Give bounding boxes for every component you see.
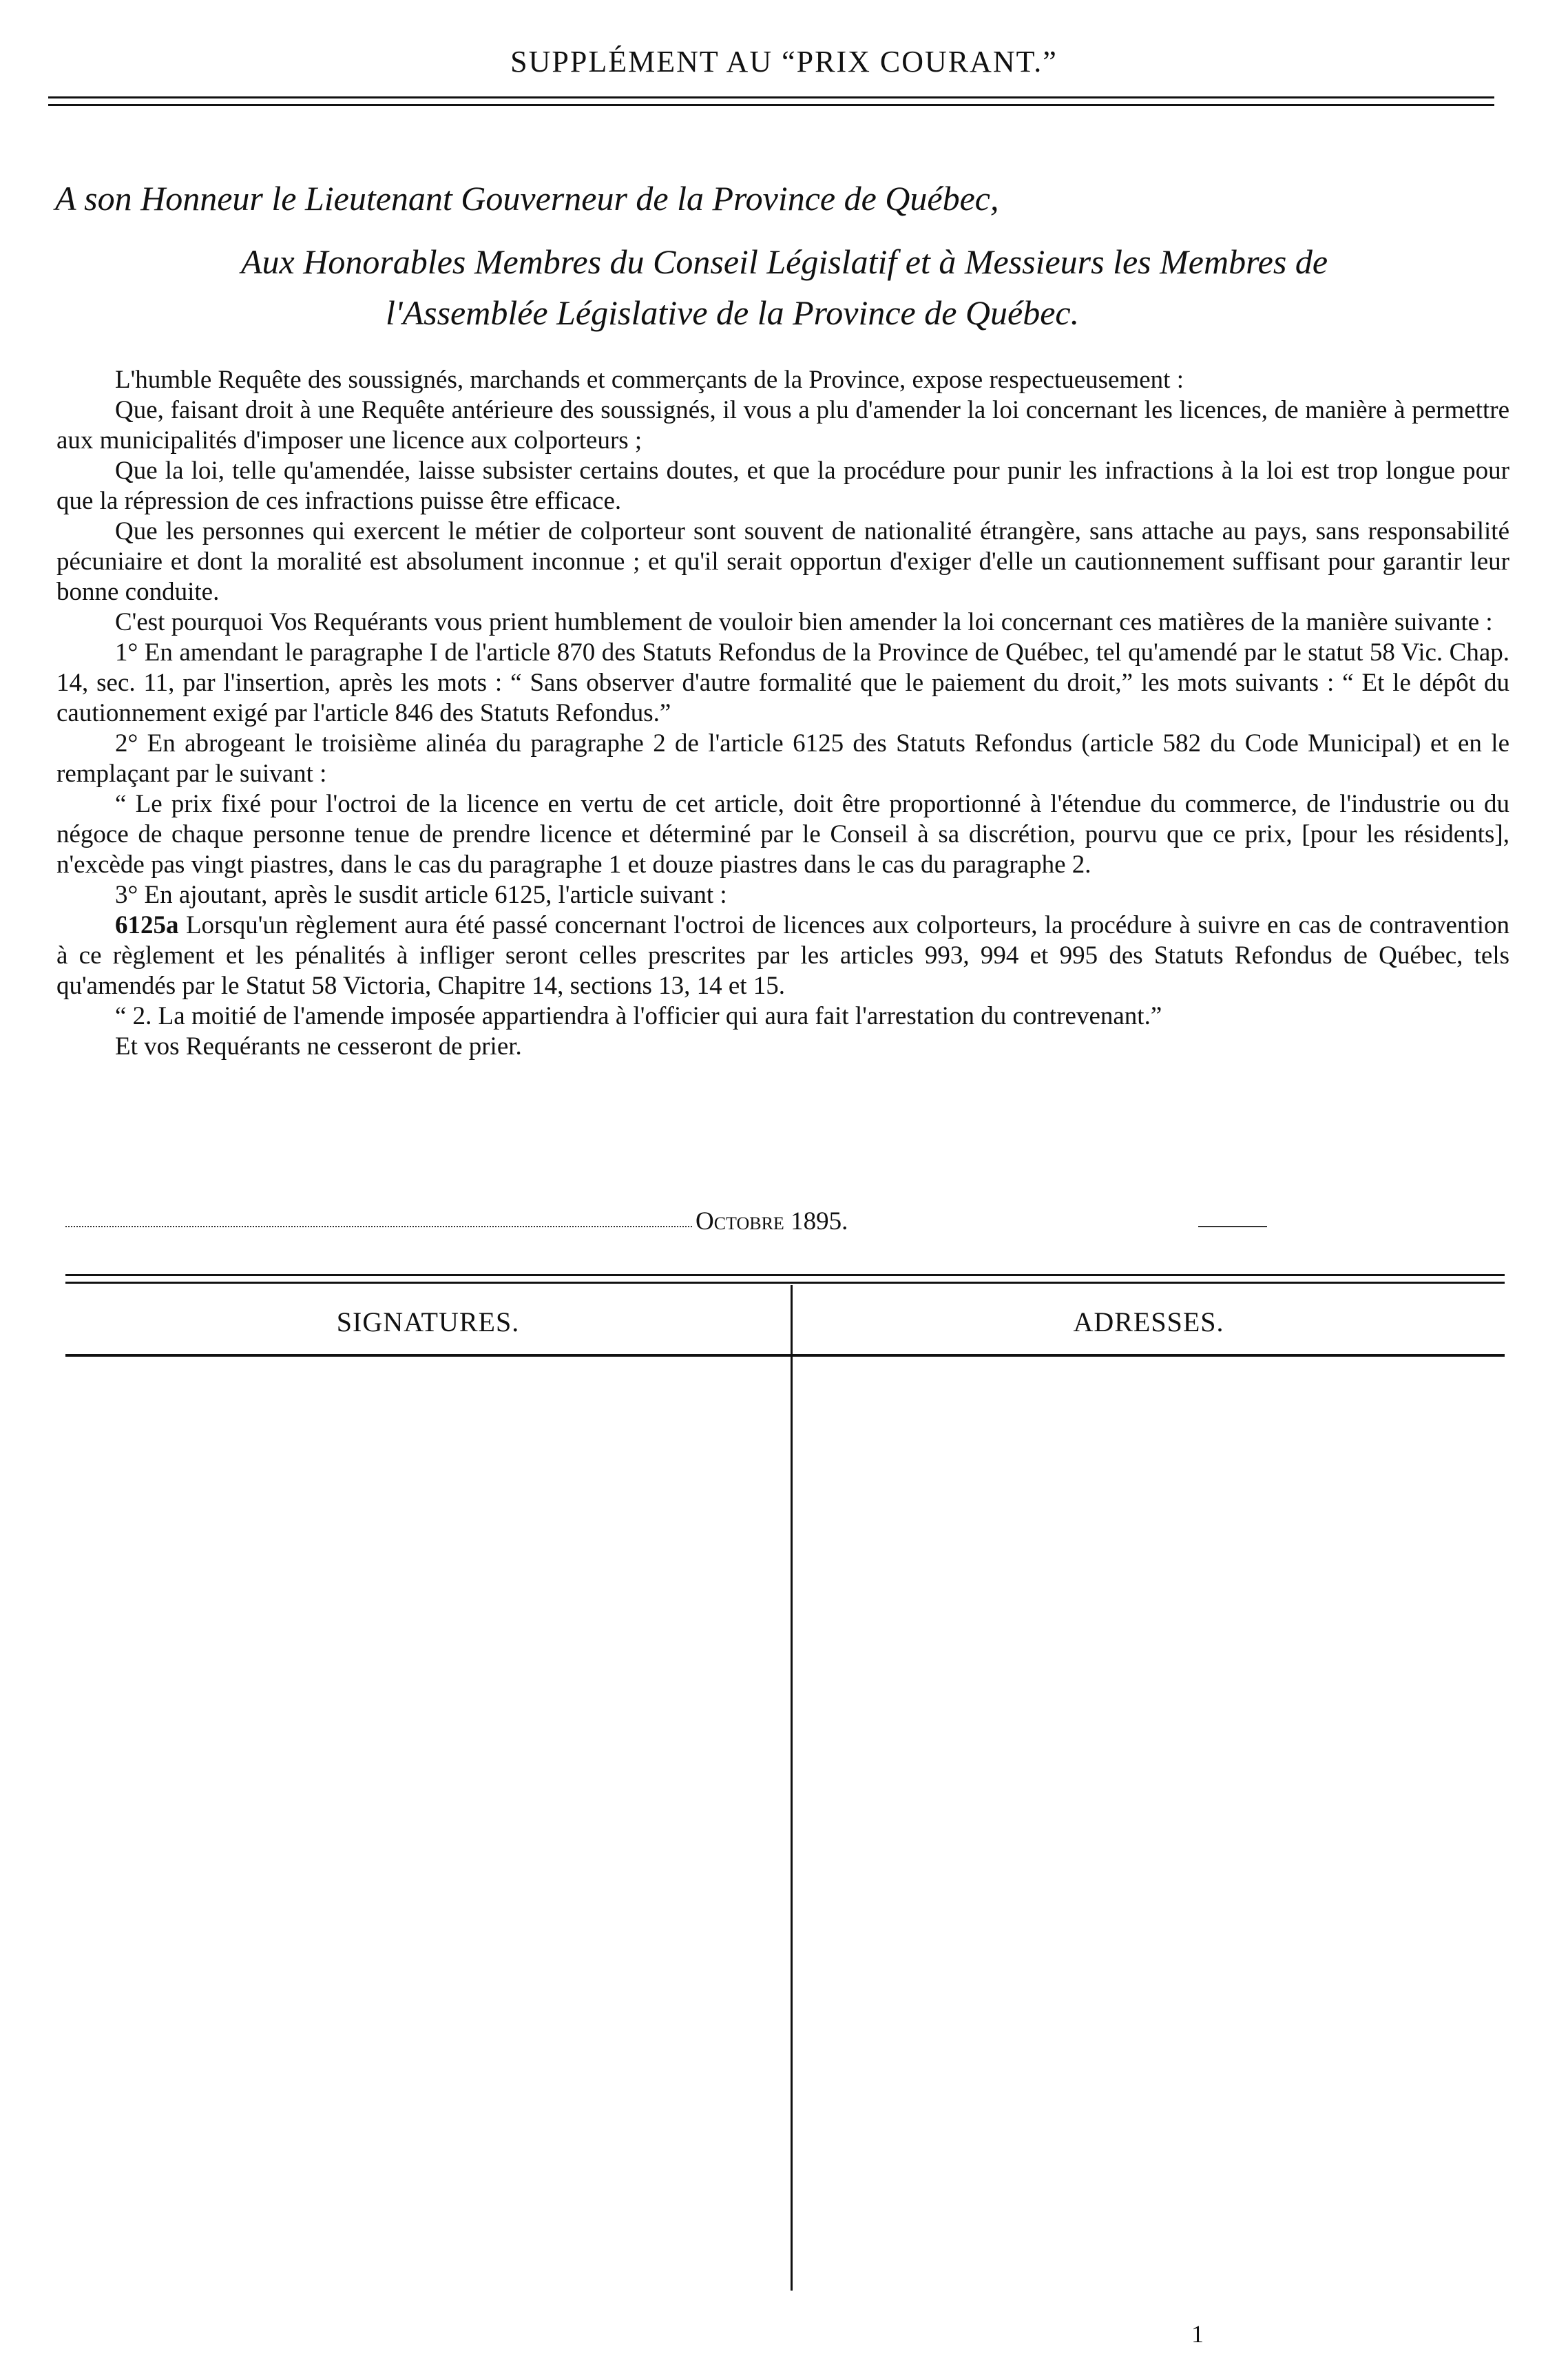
page-number: 1 — [1191, 2320, 1204, 2348]
date-fill-dots — [65, 1226, 692, 1227]
article-6125a — [56, 910, 1509, 1001]
petition-paragraph: Que, faisant droit à une Requête antérieure des soussignés, il vous a plu d'amender la loi concernant les licences, de manière à permettre aux municipalités d'imposer une licence aux colporteurs ; — [56, 396, 1509, 455]
addressee-line-3: l'Assemblée Législative de la Province de Québec. — [386, 293, 1080, 332]
article-6125a-subsection: “ 2. La moitié de l'amende imposée appartiendra à l'officier qui aura fait l'arrestation du contrevenant.” — [115, 1002, 1162, 1030]
petition-closing: Et vos Requérants ne cesseront de prier. — [115, 1032, 522, 1061]
article-text: Lorsqu'un règlement aura été passé concernant l'octroi de licences aux colporteurs, la procédure à suivre en cas de contravention à ce règlement et les pénalités à infliger seront celles prescrites par les articles 993, 994 et 995 des Statuts Refondus de Québec, tels qu'amendés par le Statut 58 Victoria, Chapitre 14, sections 13, 14 et 15. — [56, 911, 1509, 1000]
addresses-header: ADRESSES. — [1073, 1306, 1224, 1337]
article-number: 6125a — [115, 911, 179, 939]
addressee-line-1: A son Honneur le Lieutenant Gouverneur de la Province de Québec, — [55, 179, 999, 218]
table-header-rule — [65, 1354, 1505, 1357]
amendment-1: 1° En amendant le paragraphe I de l'article 870 des Statuts Refondus de la Province de Québec, tel qu'amendé par le statut 58 Vic. Chap. 14, sec. 11, par l'insertion, après les mots : “ Sans observer d'autre formalité que le paiement du droit,” les mots suivants : “ Et le dépôt du cautionnement exigé par l'article 846 des Statuts Refondus.” — [56, 638, 1509, 727]
header-double-rule — [48, 96, 1494, 106]
amendment-2-text: “ Le prix fixé pour l'octroi de la licence en vertu de cet article, doit être proportionné à l'étendue du commerce, de l'industrie ou du négoce de chaque personne tenue de prendre licence et déterminé par le Conseil à sa discrétion, pourvu que ce prix, [pour les résidents], n'excède pas vingt piastres, dans le cas du paragraphe 1 et douze piastres dans le cas du paragraphe 2. — [56, 790, 1509, 879]
amendment-3: 3° En ajoutant, après le susdit article 6125, l'article suivant : — [115, 881, 727, 909]
signatures-header: SIGNATURES. — [336, 1306, 520, 1337]
amendment-2: 2° En abrogeant le troisième alinéa du paragraphe 2 de l'article 6125 des Statuts Refondus (article 582 du Code Municipal) et en le remplaçant par le suivant : — [56, 729, 1509, 788]
petition-body — [56, 365, 1509, 1062]
date-text: Octobre 1895. — [696, 1207, 848, 1236]
date-dash — [1198, 1226, 1267, 1227]
column-divider — [791, 1285, 793, 2291]
addressee-line-2: Aux Honorables Membres du Conseil Législatif et à Messieurs les Membres de — [241, 242, 1328, 281]
petition-paragraph: Que les personnes qui exercent le métier de colporteur sont souvent de nationalité étrangère, sans attache au pays, sans responsabilité pécuniaire et dont la moralité est absolument inconnue ; et qu'il serait opportun d'exiger d'elle un cautionnement suffisant pour garantir leur bonne conduite. — [56, 517, 1509, 606]
date-line — [65, 1207, 892, 1237]
header-title: SUPPLÉMENT AU “PRIX COURANT.” — [510, 45, 1058, 79]
signature-table — [65, 1285, 1505, 2291]
petition-paragraph: Que la loi, telle qu'amendée, laisse subsister certains doutes, et que la procédure pour punir les infractions à la loi est trop longue pour que la répression de ces infractions puisse être efficace. — [56, 457, 1509, 515]
petition-paragraph: C'est pourquoi Vos Requérants vous prient humblement de vouloir bien amender la loi concernant ces matières de la manière suivante : — [115, 608, 1493, 636]
petition-intro: L'humble Requête des soussignés, marchands et commerçants de la Province, expose respectueusement : — [115, 366, 1184, 394]
table-double-rule — [65, 1274, 1505, 1284]
